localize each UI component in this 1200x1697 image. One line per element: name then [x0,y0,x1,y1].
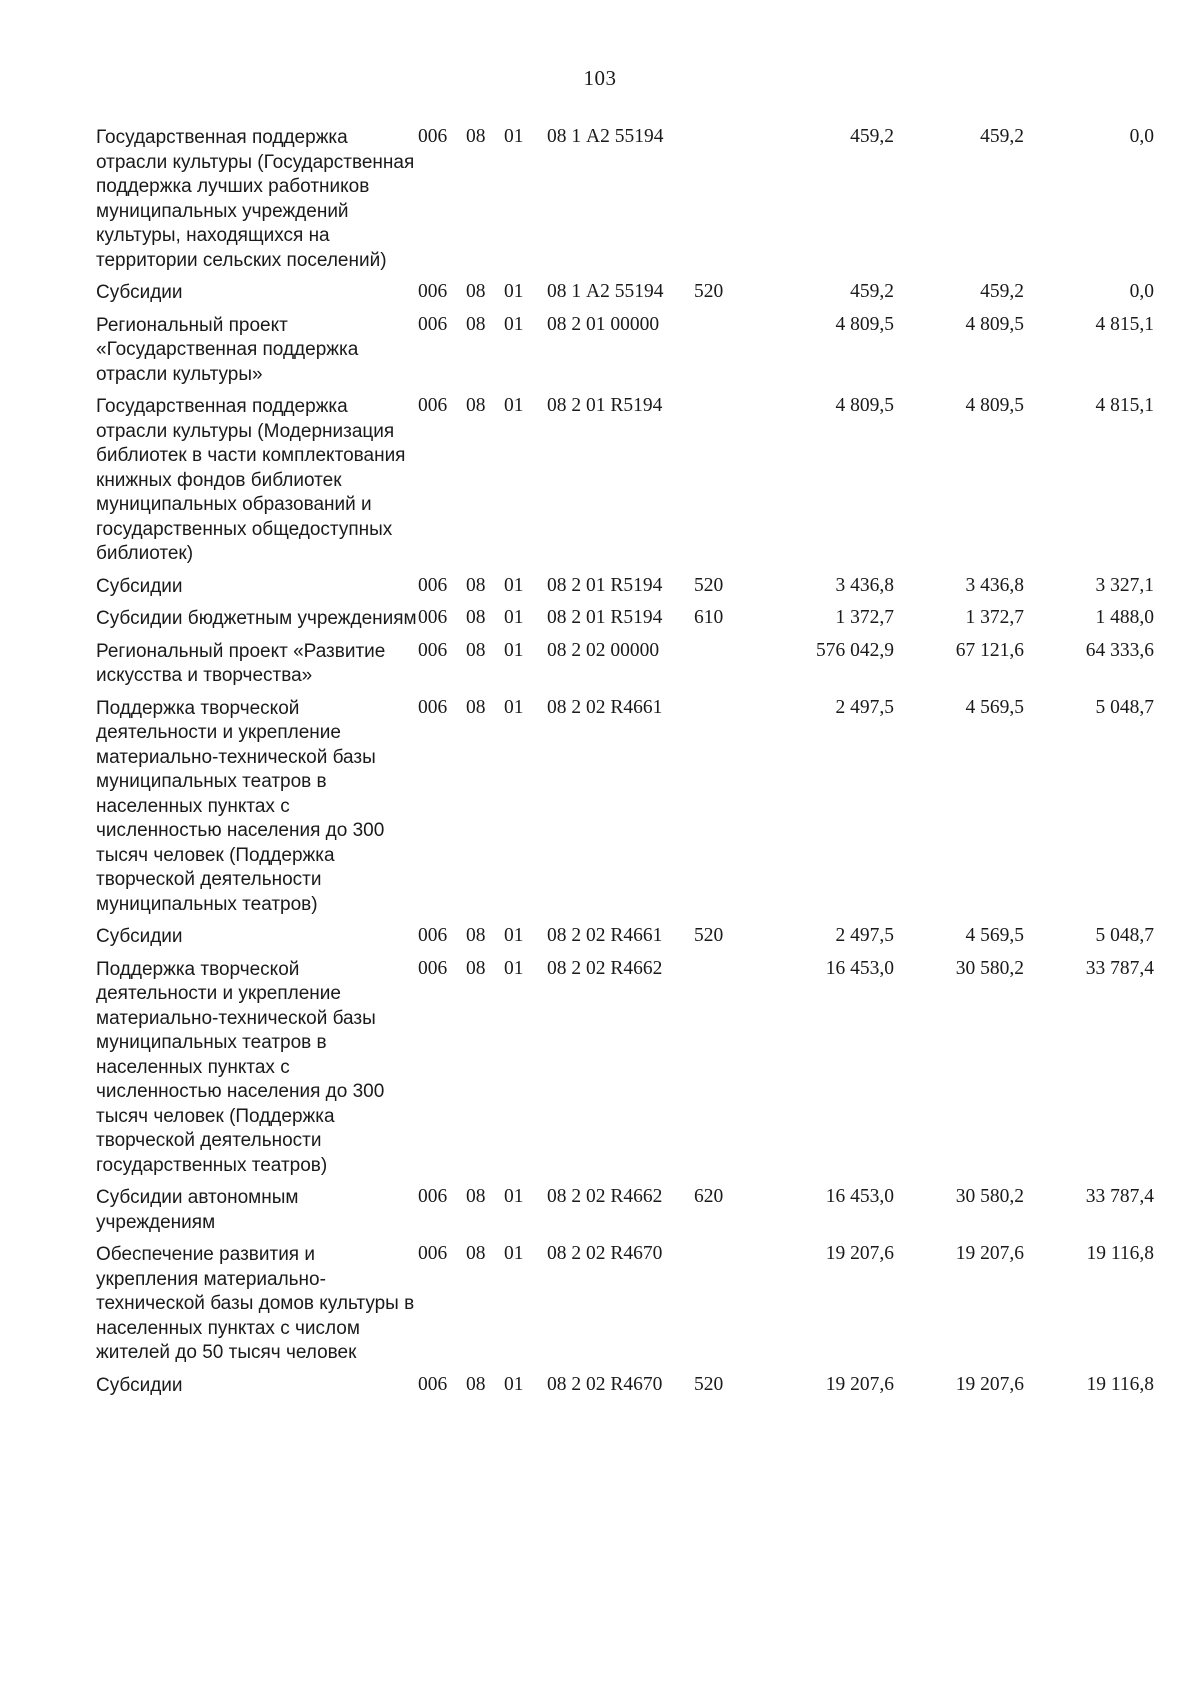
table-row [96,605,1154,638]
expense-type-code: 520 [694,281,724,302]
gr-code: 006 [418,313,448,335]
target-article-code: 08 2 02 00000 [547,639,660,661]
target-article-code: 08 2 01 R5194 [547,607,663,628]
section-code: 08 [466,313,486,335]
item-name: Поддержка творческой деятельности и укрепление материально-технической базы муниципальных театров в населенных пунктах с численностью населения до 300 тысяч человек (Поддержка творческой деятельности муниципальных театров) [96,697,385,915]
table-row [96,923,1154,956]
amount-year-2: 1 372,7 [965,607,1024,628]
item-name: Обеспечение развития и укрепления материально-технической базы домов культуры в населенных пунктах с числом жителей до 50 тысяч человек [96,1244,415,1363]
section-code: 08 [466,574,486,596]
gr-code: 006 [418,1373,448,1395]
table-row [96,695,1154,924]
amount-year-3: 0,0 [1129,281,1154,302]
expense-type-code: 620 [694,1186,724,1207]
gr-code: 006 [418,1243,448,1264]
amount-year-3: 0,0 [1129,126,1154,147]
amount-year-3: 5 048,7 [1095,696,1154,718]
subsection-code: 01 [504,313,524,335]
amount-year-1: 459,2 [850,281,894,302]
section-code: 08 [466,957,486,979]
amount-year-2: 19 207,6 [955,1373,1024,1395]
subsection-code: 01 [504,281,524,302]
item-name: Региональный проект «Государственная поддержка отрасли культуры» [96,314,359,385]
target-article-code: 08 2 02 R4661 [547,925,663,946]
section-code: 08 [466,1186,486,1207]
gr-code: 006 [418,639,448,661]
target-article-code: 08 2 01 00000 [547,313,660,335]
subsection-code: 01 [504,957,524,979]
target-article-code: 08 2 02 R4670 [547,1373,663,1395]
section-code: 08 [466,395,486,416]
target-article-code: 08 2 01 R5194 [547,574,663,596]
table-row [96,573,1154,606]
amount-year-3: 5 048,7 [1095,925,1154,946]
amount-year-3: 4 815,1 [1095,313,1154,335]
subsection-code: 01 [504,1243,524,1264]
section-code: 08 [466,126,486,147]
amount-year-1: 4 809,5 [835,395,894,416]
subsection-code: 01 [504,607,524,628]
section-code: 08 [466,1373,486,1395]
item-name: Субсидии автономным учреждениям [96,1187,299,1233]
amount-year-2: 4 809,5 [965,313,1024,335]
amount-year-3: 19 116,8 [1086,1373,1154,1395]
table-row [96,1184,1154,1241]
amount-year-2: 4 569,5 [965,696,1024,718]
item-name: Субсидии [96,1374,183,1396]
subsection-code: 01 [504,126,524,147]
target-article-code: 08 2 01 R5194 [547,395,663,416]
amount-year-1: 19 207,6 [825,1243,894,1264]
gr-code: 006 [418,281,448,302]
gr-code: 006 [418,126,448,147]
table-row [96,124,1154,279]
item-name: Субсидии [96,926,183,947]
amount-year-3: 19 116,8 [1086,1243,1154,1264]
table-row [96,1372,1154,1405]
page-number: 103 [583,66,617,90]
amount-year-2: 3 436,8 [965,574,1024,596]
subsection-code: 01 [504,696,524,718]
amount-year-3: 4 815,1 [1095,395,1154,416]
subsection-code: 01 [504,639,524,661]
table-row [96,956,1154,1185]
gr-code: 006 [418,607,448,628]
gr-code: 006 [418,1186,448,1207]
amount-year-1: 2 497,5 [835,696,894,718]
item-name: Субсидии [96,575,183,597]
item-name: Государственная поддержка отрасли культуры (Модернизация библиотек в части комплектования книжных фондов библиотек муниципальных образований и государственных общедоступных библиотек) [96,396,406,564]
table-row [96,1241,1154,1372]
amount-year-1: 16 453,0 [825,957,894,979]
table-row [96,638,1154,695]
expense-type-code: 520 [694,1373,724,1395]
amount-year-1: 19 207,6 [825,1373,894,1395]
section-code: 08 [466,607,486,628]
table-row [96,393,1154,573]
table-row [96,279,1154,312]
amount-year-3: 33 787,4 [1085,1186,1154,1207]
amount-year-3: 64 333,6 [1085,639,1154,661]
target-article-code: 08 1 А2 55194 [547,281,664,302]
amount-year-1: 1 372,7 [835,607,894,628]
section-code: 08 [466,925,486,946]
section-code: 08 [466,1243,486,1264]
amount-year-2: 459,2 [980,126,1024,147]
amount-year-1: 576 042,9 [816,639,894,661]
gr-code: 006 [418,696,448,718]
section-code: 08 [466,639,486,661]
gr-code: 006 [418,957,448,979]
item-name: Поддержка творческой деятельности и укрепление материально-технической базы муниципальных театров в населенных пунктах с численностью населения до 300 тысяч человек (Поддержка творческой деятельности государственных театров) [96,958,385,1176]
subsection-code: 01 [504,1186,524,1207]
gr-code: 006 [418,574,448,596]
amount-year-1: 459,2 [850,126,894,147]
budget-table [96,124,1154,1404]
gr-code: 006 [418,395,448,416]
item-name: Субсидии [96,282,183,303]
item-name: Региональный проект «Развитие искусства и творчества» [96,640,386,686]
amount-year-1: 16 453,0 [825,1186,894,1207]
expense-type-code: 610 [694,607,724,628]
amount-year-3: 33 787,4 [1085,957,1154,979]
amount-year-3: 3 327,1 [1095,574,1154,596]
amount-year-1: 4 809,5 [835,313,894,335]
subsection-code: 01 [504,1373,524,1395]
amount-year-1: 2 497,5 [835,925,894,946]
section-code: 08 [466,281,486,302]
amount-year-2: 459,2 [980,281,1024,302]
item-name: Субсидии бюджетным учреждениям [96,608,417,629]
amount-year-2: 67 121,6 [955,639,1024,661]
amount-year-3: 1 488,0 [1095,607,1154,628]
amount-year-2: 19 207,6 [955,1243,1024,1264]
amount-year-2: 4 809,5 [965,395,1024,416]
amount-year-2: 30 580,2 [955,1186,1024,1207]
target-article-code: 08 2 02 R4670 [547,1243,663,1264]
target-article-code: 08 2 02 R4662 [547,957,663,979]
target-article-code: 08 2 02 R4661 [547,696,663,718]
subsection-code: 01 [504,925,524,946]
amount-year-1: 3 436,8 [835,574,894,596]
table-row [96,312,1154,394]
subsection-code: 01 [504,395,524,416]
expense-type-code: 520 [694,925,724,946]
gr-code: 006 [418,925,448,946]
amount-year-2: 4 569,5 [965,925,1024,946]
expense-type-code: 520 [694,574,724,596]
target-article-code: 08 1 А2 55194 [547,126,664,147]
section-code: 08 [466,696,486,718]
subsection-code: 01 [504,574,524,596]
target-article-code: 08 2 02 R4662 [547,1186,663,1207]
amount-year-2: 30 580,2 [955,957,1024,979]
item-name: Государственная поддержка отрасли культуры (Государственная поддержка лучших работников муниципальных учреждений культуры, находящихся на территории сельских поселений) [96,127,415,271]
